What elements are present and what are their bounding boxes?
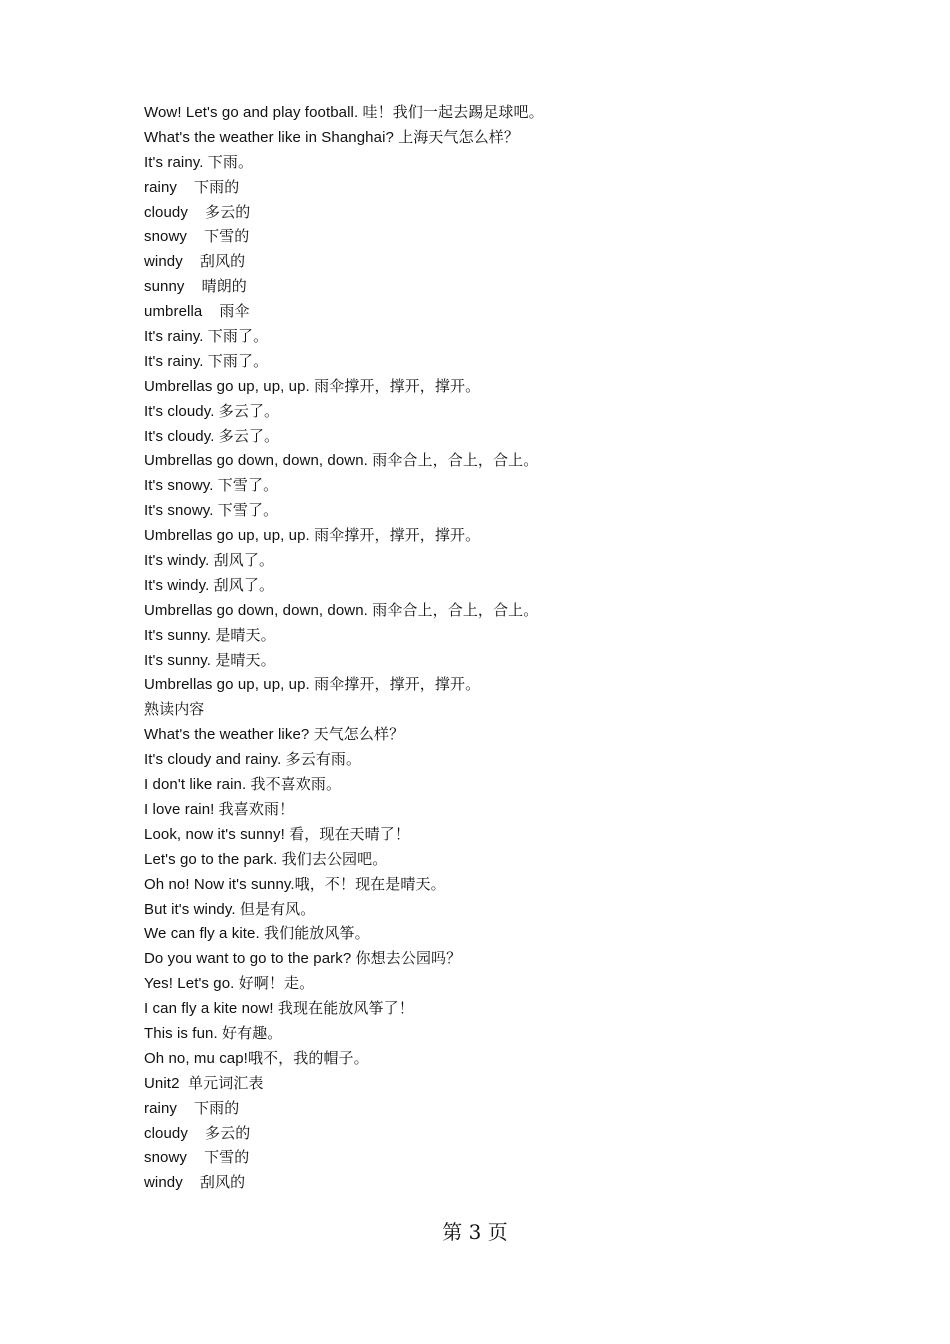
text-line: It's cloudy and rainy. 多云有雨。	[144, 751, 362, 769]
text-line: Umbrellas go up, up, up. 雨伞撑开，撑开，撑开。	[144, 676, 481, 694]
text-line: windy 刮风的	[144, 253, 246, 271]
text-line: We can fly a kite. 我们能放风筝。	[144, 925, 370, 943]
page-content	[144, 101, 844, 1196]
text-line: snowy 下雪的	[144, 228, 250, 246]
text-line: I don't like rain. 我不喜欢雨。	[144, 776, 342, 794]
page-number: 第 3 页	[442, 1220, 508, 1244]
text-line: What's the weather like in Shanghai? 上海天气怎么样？	[144, 128, 520, 146]
text-line: Oh no! Now it's sunny.哦，不！现在是晴天。	[144, 875, 446, 893]
text-line: Yes! Let's go. 好啊！走。	[144, 975, 315, 993]
text-line: Wow! Let's go and play football. 哇！我们一起去踢足球吧。	[144, 104, 544, 121]
text-line: Umbrellas go down, down, down. 雨伞合上，合上，合上。	[144, 601, 539, 619]
text-line: Do you want to go to the park? 你想去公园吗？	[144, 950, 462, 968]
text-line: umbrella 雨伞	[144, 303, 250, 321]
text-line: I love rain! 我喜欢雨！	[144, 800, 295, 818]
text-line: I can fly a kite now! 我现在能放风筝了！	[144, 1000, 414, 1018]
text-line: It's snowy. 下雪了。	[144, 477, 279, 495]
text-line: It's rainy. 下雨了。	[144, 352, 269, 370]
text-line: It's rainy. 下雨。	[144, 153, 254, 171]
text-line: snowy 下雪的	[144, 1149, 250, 1167]
text-line: This is fun. 好有趣。	[144, 1024, 283, 1042]
text-line: It's cloudy. 多云了。	[144, 427, 280, 445]
text-line: What's the weather like? 天气怎么样？	[144, 726, 405, 744]
text-line: windy 刮风的	[144, 1174, 246, 1192]
text-line: It's cloudy. 多云了。	[144, 402, 280, 420]
text-line: rainy 下雨的	[144, 178, 240, 196]
text-line: rainy 下雨的	[144, 1099, 240, 1117]
text-line: cloudy 多云的	[144, 203, 251, 221]
text-line: It's windy. 刮风了。	[144, 552, 275, 570]
text-line: But it's windy. 但是有风。	[144, 900, 316, 918]
text-line: Let's go to the park. 我们去公园吧。	[144, 850, 388, 868]
text-line: 熟读内容	[144, 701, 205, 719]
text-line: It's windy. 刮风了。	[144, 576, 275, 594]
text-line: It's snowy. 下雪了。	[144, 502, 279, 520]
text-line: Umbrellas go up, up, up. 雨伞撑开，撑开，撑开。	[144, 527, 481, 545]
text-line: Unit2 单元词汇表	[144, 1074, 264, 1092]
text-line: It's sunny. 是晴天。	[144, 626, 276, 644]
text-line: Umbrellas go up, up, up. 雨伞撑开，撑开，撑开。	[144, 377, 481, 395]
text-line: cloudy 多云的	[144, 1124, 251, 1142]
text-line: It's rainy. 下雨了。	[144, 328, 269, 346]
text-line: Oh no, mu cap!哦不，我的帽子。	[144, 1049, 369, 1067]
text-line: sunny 晴朗的	[144, 278, 247, 296]
text-line: Umbrellas go down, down, down. 雨伞合上，合上，合上。	[144, 452, 539, 470]
text-line: It's sunny. 是晴天。	[144, 651, 276, 669]
text-line: Look, now it's sunny! 看，现在天晴了！	[144, 825, 410, 843]
